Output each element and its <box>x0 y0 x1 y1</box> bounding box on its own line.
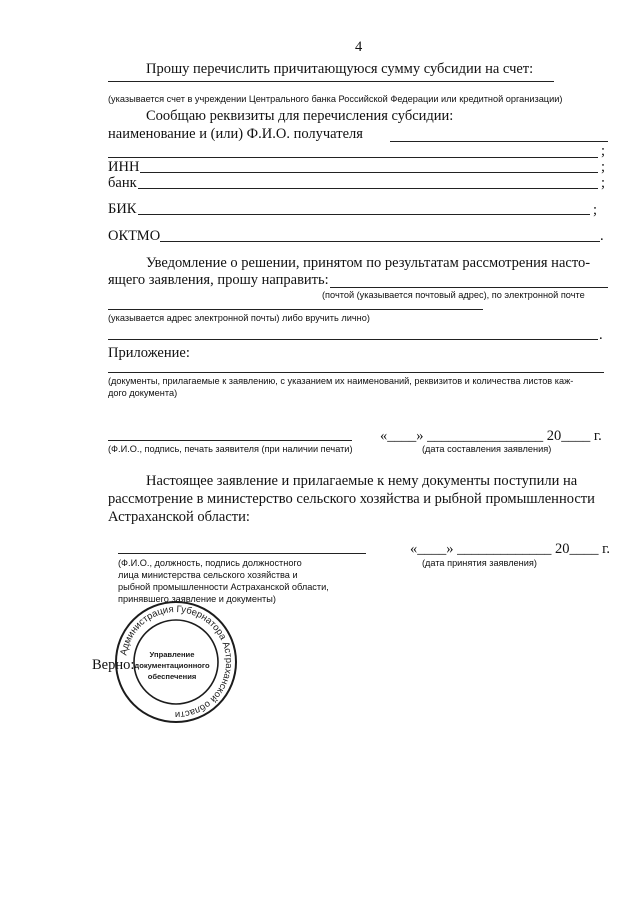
verno-label: Верно: <box>92 657 135 673</box>
bank-line[interactable] <box>138 188 598 189</box>
attachment-label: Приложение: <box>108 345 190 361</box>
oktmo-line[interactable] <box>160 241 600 242</box>
bank-label: банк <box>108 175 137 191</box>
official-sign-line[interactable] <box>118 553 366 554</box>
inn-line[interactable] <box>140 172 598 173</box>
official-caption-3: рыбной промышленности Астраханской области, <box>118 582 329 592</box>
notification-hint-1: (почтой (указывается почтовый адрес), по электронной почте <box>322 290 585 300</box>
inn-label: ИНН <box>108 159 140 175</box>
oktmo-label: ОКТМО <box>108 228 161 244</box>
stamp-center-line-2: документационного <box>134 661 210 670</box>
official-date[interactable]: «____» _____________ 20____ г. <box>410 541 611 557</box>
stamp-center-line-3: обеспечения <box>147 672 197 681</box>
recipient-semicolon: ; <box>601 143 606 159</box>
bik-line[interactable] <box>138 214 590 215</box>
notification-period: . <box>599 327 603 343</box>
attachment-line[interactable] <box>108 372 604 373</box>
bik-semicolon: ; <box>593 202 598 218</box>
notification-line-b[interactable] <box>108 309 483 310</box>
official-caption-2: лица министерства сельского хозяйства и <box>118 570 298 580</box>
notification-line-1: Уведомление о решении, принятом по результатам рассмотрения насто- <box>146 255 591 271</box>
account-line[interactable] <box>108 81 554 82</box>
receipt-line-2: рассмотрение в министерство сельского хозяйства и рыбной промышленности <box>108 491 595 507</box>
applicant-sign-line[interactable] <box>108 440 352 441</box>
stamp-center-line-1: Управление <box>149 650 195 659</box>
official-date-caption: (дата принятия заявления) <box>422 558 537 568</box>
bik-label: БИК <box>108 201 137 217</box>
official-caption-1: (Ф.И.О., должность, подпись должностного <box>118 558 302 568</box>
request-line: Прошу перечислить причитающуюся сумму субсидии на счет: <box>146 61 534 77</box>
applicant-date[interactable]: «____» ________________ 20____ г. <box>380 428 602 444</box>
applicant-sign-caption: (Ф.И.О., подпись, печать заявителя (при наличии печати) <box>108 444 353 454</box>
stamp-ring-text: Администрация Губернатора Астраханской области <box>118 603 235 721</box>
official-stamp <box>114 600 238 724</box>
attachment-hint-1: (документы, прилагаемые к заявлению, с указанием их наименований, реквизитов и количества листов каж- <box>108 376 574 386</box>
requisites-intro: Сообщаю реквизиты для перечисления субсидии: <box>146 108 454 124</box>
account-note: (указывается счет в учреждении Центрального банка Российской Федерации или кредитной организации) <box>108 94 563 104</box>
page-number: 4 <box>355 39 363 55</box>
notification-hint-2: (указывается адрес электронной почты) либо вручить лично) <box>108 313 370 323</box>
receipt-line-1: Настоящее заявление и прилагаемые к нему документы поступили на <box>146 473 578 489</box>
oktmo-period: . <box>600 228 604 244</box>
attachment-hint-2: дого документа) <box>108 388 178 398</box>
recipient-line-2[interactable] <box>108 157 598 158</box>
receipt-line-3: Астраханской области: <box>108 509 250 525</box>
notification-line-c[interactable] <box>108 339 598 340</box>
inn-semicolon: ; <box>601 159 606 175</box>
notification-line-a[interactable] <box>330 287 608 288</box>
notification-line-2: ящего заявления, прошу направить: <box>108 272 329 288</box>
recipient-label: наименование и (или) Ф.И.О. получателя <box>108 126 363 142</box>
applicant-date-caption: (дата составления заявления) <box>422 444 552 454</box>
official-caption-4: принявшего заявление и документы) <box>118 594 276 604</box>
bank-semicolon: ; <box>601 175 606 191</box>
recipient-line-1[interactable] <box>390 141 608 142</box>
